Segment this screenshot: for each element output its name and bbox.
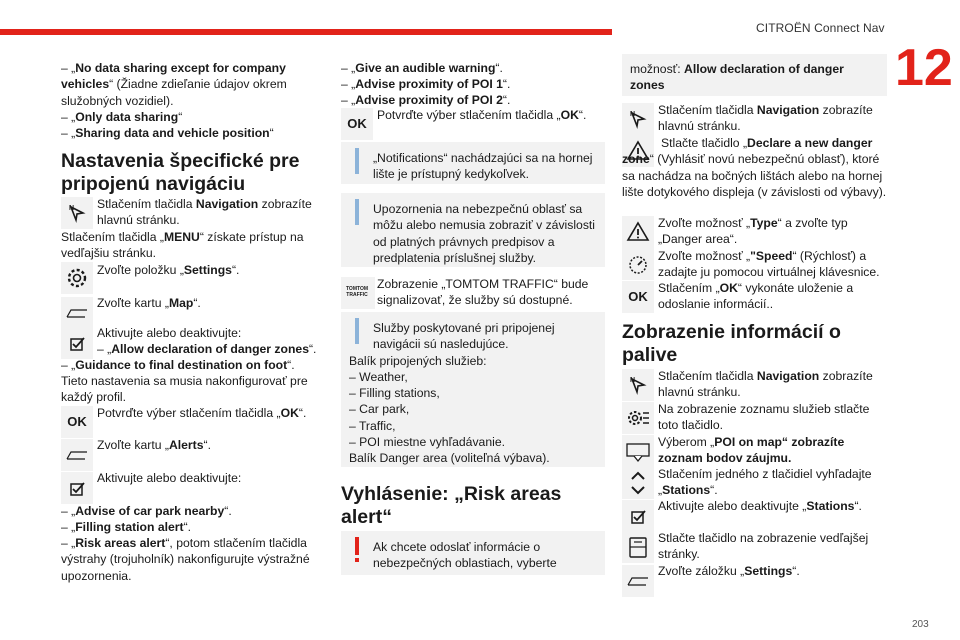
service-pack-title: Balík pripojených služieb: <box>349 353 487 368</box>
profile-note: Tieto nastavenia sa musia nakonfigurovať pre každý profil. <box>61 374 308 405</box>
service-item: – Filling stations, <box>349 386 440 401</box>
step-alerts-tab: Zvoľte kartu „Alerts“. <box>97 438 211 452</box>
svg-text:N: N <box>630 111 636 118</box>
info-icon-bar <box>355 152 359 174</box>
page-number: 203 <box>912 619 929 630</box>
step-navigation: Stlačením tlačidla Navigation zobrazíte hlavnú stránku. <box>97 197 312 228</box>
step-declare-danger: Stlačte tlačidlo „Declare a new danger zone“ (Vyhlásiť novú nebezpečnú oblasť), ktoré sa nachádza na bočných lištách alebo na hornej lište dotykového displeja (v závislosti od výbavy). <box>622 136 887 199</box>
ok-button-icon: OK <box>341 108 373 140</box>
info-note-text: Upozornenia na nebezpečnú oblasť sa môžu alebo nemusia zobraziť v závislosti od platných právnych predpisov a predplatenia príslušnej služby. <box>373 202 596 265</box>
step-settings: Zvoľte položku „Settings“. <box>97 263 240 277</box>
danger-pack: Balík Danger area (voliteľná výbava). <box>349 451 550 466</box>
info-note-text: „Notifications“ nachádzajúci sa na hornej lište je prístupný kedykoľvek. <box>373 151 593 182</box>
option-risk-areas: – „Risk areas alert“, potom stlačením tlačidla výstrahy (trojuholník) nakonfigurujte výstražné upozornenia. <box>61 536 310 583</box>
ok-button-icon: OK <box>622 281 654 313</box>
info-note-services <box>341 312 605 467</box>
option-allow-danger-zones: – „Allow declaration of danger zones“. <box>97 342 317 356</box>
step-menu: Stlačením tlačidla „MENU“ získate prístup na vedľajšiu stránku. <box>61 230 304 261</box>
info-note-danger <box>341 193 605 267</box>
step-activate: Aktivujte alebo deaktivujte: <box>97 326 242 340</box>
option-filling-station: – „Filling station alert“. <box>61 520 192 534</box>
info-icon-bar <box>355 203 359 225</box>
tomtom-traffic-icon: TOMTOM TRAFFIC <box>341 277 375 309</box>
option-poi-1: – „Advise proximity of POI 1“. <box>341 77 511 91</box>
step-type: Zvoľte možnosť „Type“ a zvoľte typ „Danger area“. <box>658 216 848 247</box>
warning-icon-dot <box>355 558 359 562</box>
step-navigation: Stlačením tlačidla Navigation zobrazíte hlavnú stránku. <box>658 103 873 134</box>
info-note-text: Služby poskytované pri pripojenej navigácii sú nasledujúce. <box>373 321 555 352</box>
step-confirm-ok: Potvrďte výber stlačením tlačidla „OK“. <box>97 406 307 420</box>
warning-note <box>341 531 605 575</box>
warning-icon <box>355 537 359 555</box>
tomtom-traffic-text: Zobrazenie „TOMTOM TRAFFIC“ bude signalizovať, že služby sú dostupné. <box>377 277 589 308</box>
service-item: – Traffic, <box>349 418 396 433</box>
option-guidance-on-foot: – „Guidance to final destination on foot“. <box>61 358 295 372</box>
warning-note-continued: možnosť: Allow declaration of danger zones <box>622 54 887 96</box>
step-activate-2: Aktivujte alebo deaktivujte: <box>97 471 242 485</box>
svg-text:N: N <box>630 377 636 384</box>
step-settings-tab: Zvoľte záložku „Settings“. <box>658 564 800 578</box>
step-stations-search: Stlačením jedného z tlačidiel vyhľadajte „Stations“. <box>658 467 872 498</box>
option-no-data-sharing: – „No data sharing except for company vehicles“ (Žiadne zdieľanie údajov okrem služobných vozidiel). <box>61 61 287 108</box>
option-sharing-data-position: – „Sharing data and vehicle position“ <box>61 126 274 140</box>
warning-note-text: Ak chcete odoslať informácie o nebezpečných oblastiach, vyberte <box>373 540 557 571</box>
header-red-bar <box>0 29 612 35</box>
section-heading-fuel-info: Zobrazenie informácií o palive <box>622 321 841 366</box>
option-car-park-nearby: – „Advise of car park nearby“. <box>61 504 232 518</box>
step-save-send: Stlačením „OK“ vykonáte uloženie a odoslanie informácií.. <box>658 281 854 312</box>
section-heading-connected-nav: Nastavenia špecifické pre pripojenú navigáciu <box>61 150 300 195</box>
ok-button-icon: OK <box>61 406 93 438</box>
option-only-data-sharing: – „Only data sharing“ <box>61 110 183 124</box>
chapter-number: 12 <box>895 39 953 97</box>
step-speed: Zvoľte možnosť „"Speed“ (Rýchlosť) a zadajte ju pomocou virtuálnej klávesnice. <box>658 249 880 280</box>
step-confirm-ok: Potvrďte výber stlačením tlačidla „OK“. <box>377 108 587 122</box>
service-item: – Car park, <box>349 402 410 417</box>
step-navigation: Stlačením tlačidla Navigation zobrazíte hlavnú stránku. <box>658 369 873 400</box>
info-note-notifications <box>341 142 605 184</box>
svg-text:N: N <box>69 205 75 212</box>
section-heading-risk-areas: Vyhlásenie: „Risk areas alert“ <box>341 483 562 528</box>
step-map-tab: Zvoľte kartu „Map“. <box>97 296 201 310</box>
step-poi-on-map: Výberom „POI on map“ zobrazíte zoznam bodov záujmu. <box>658 435 845 466</box>
option-poi-2: – „Advise proximity of POI 2“. <box>341 93 511 107</box>
service-item: – POI miestne vyhľadávanie. <box>349 435 505 450</box>
step-activate-stations: Aktivujte alebo deaktivujte „Stations“. <box>658 499 862 513</box>
service-item: – Weather, <box>349 369 408 384</box>
info-icon-bar <box>355 322 359 344</box>
option-audible-warning: – „Give an audible warning“. <box>341 61 503 75</box>
brand-title: CITROËN Connect Nav <box>756 21 885 35</box>
step-services-list: Na zobrazenie zoznamu služieb stlačte toto tlačidlo. <box>658 402 870 433</box>
step-secondary-page: Stlačte tlačidlo na zobrazenie vedľajšej stránky. <box>658 531 869 562</box>
